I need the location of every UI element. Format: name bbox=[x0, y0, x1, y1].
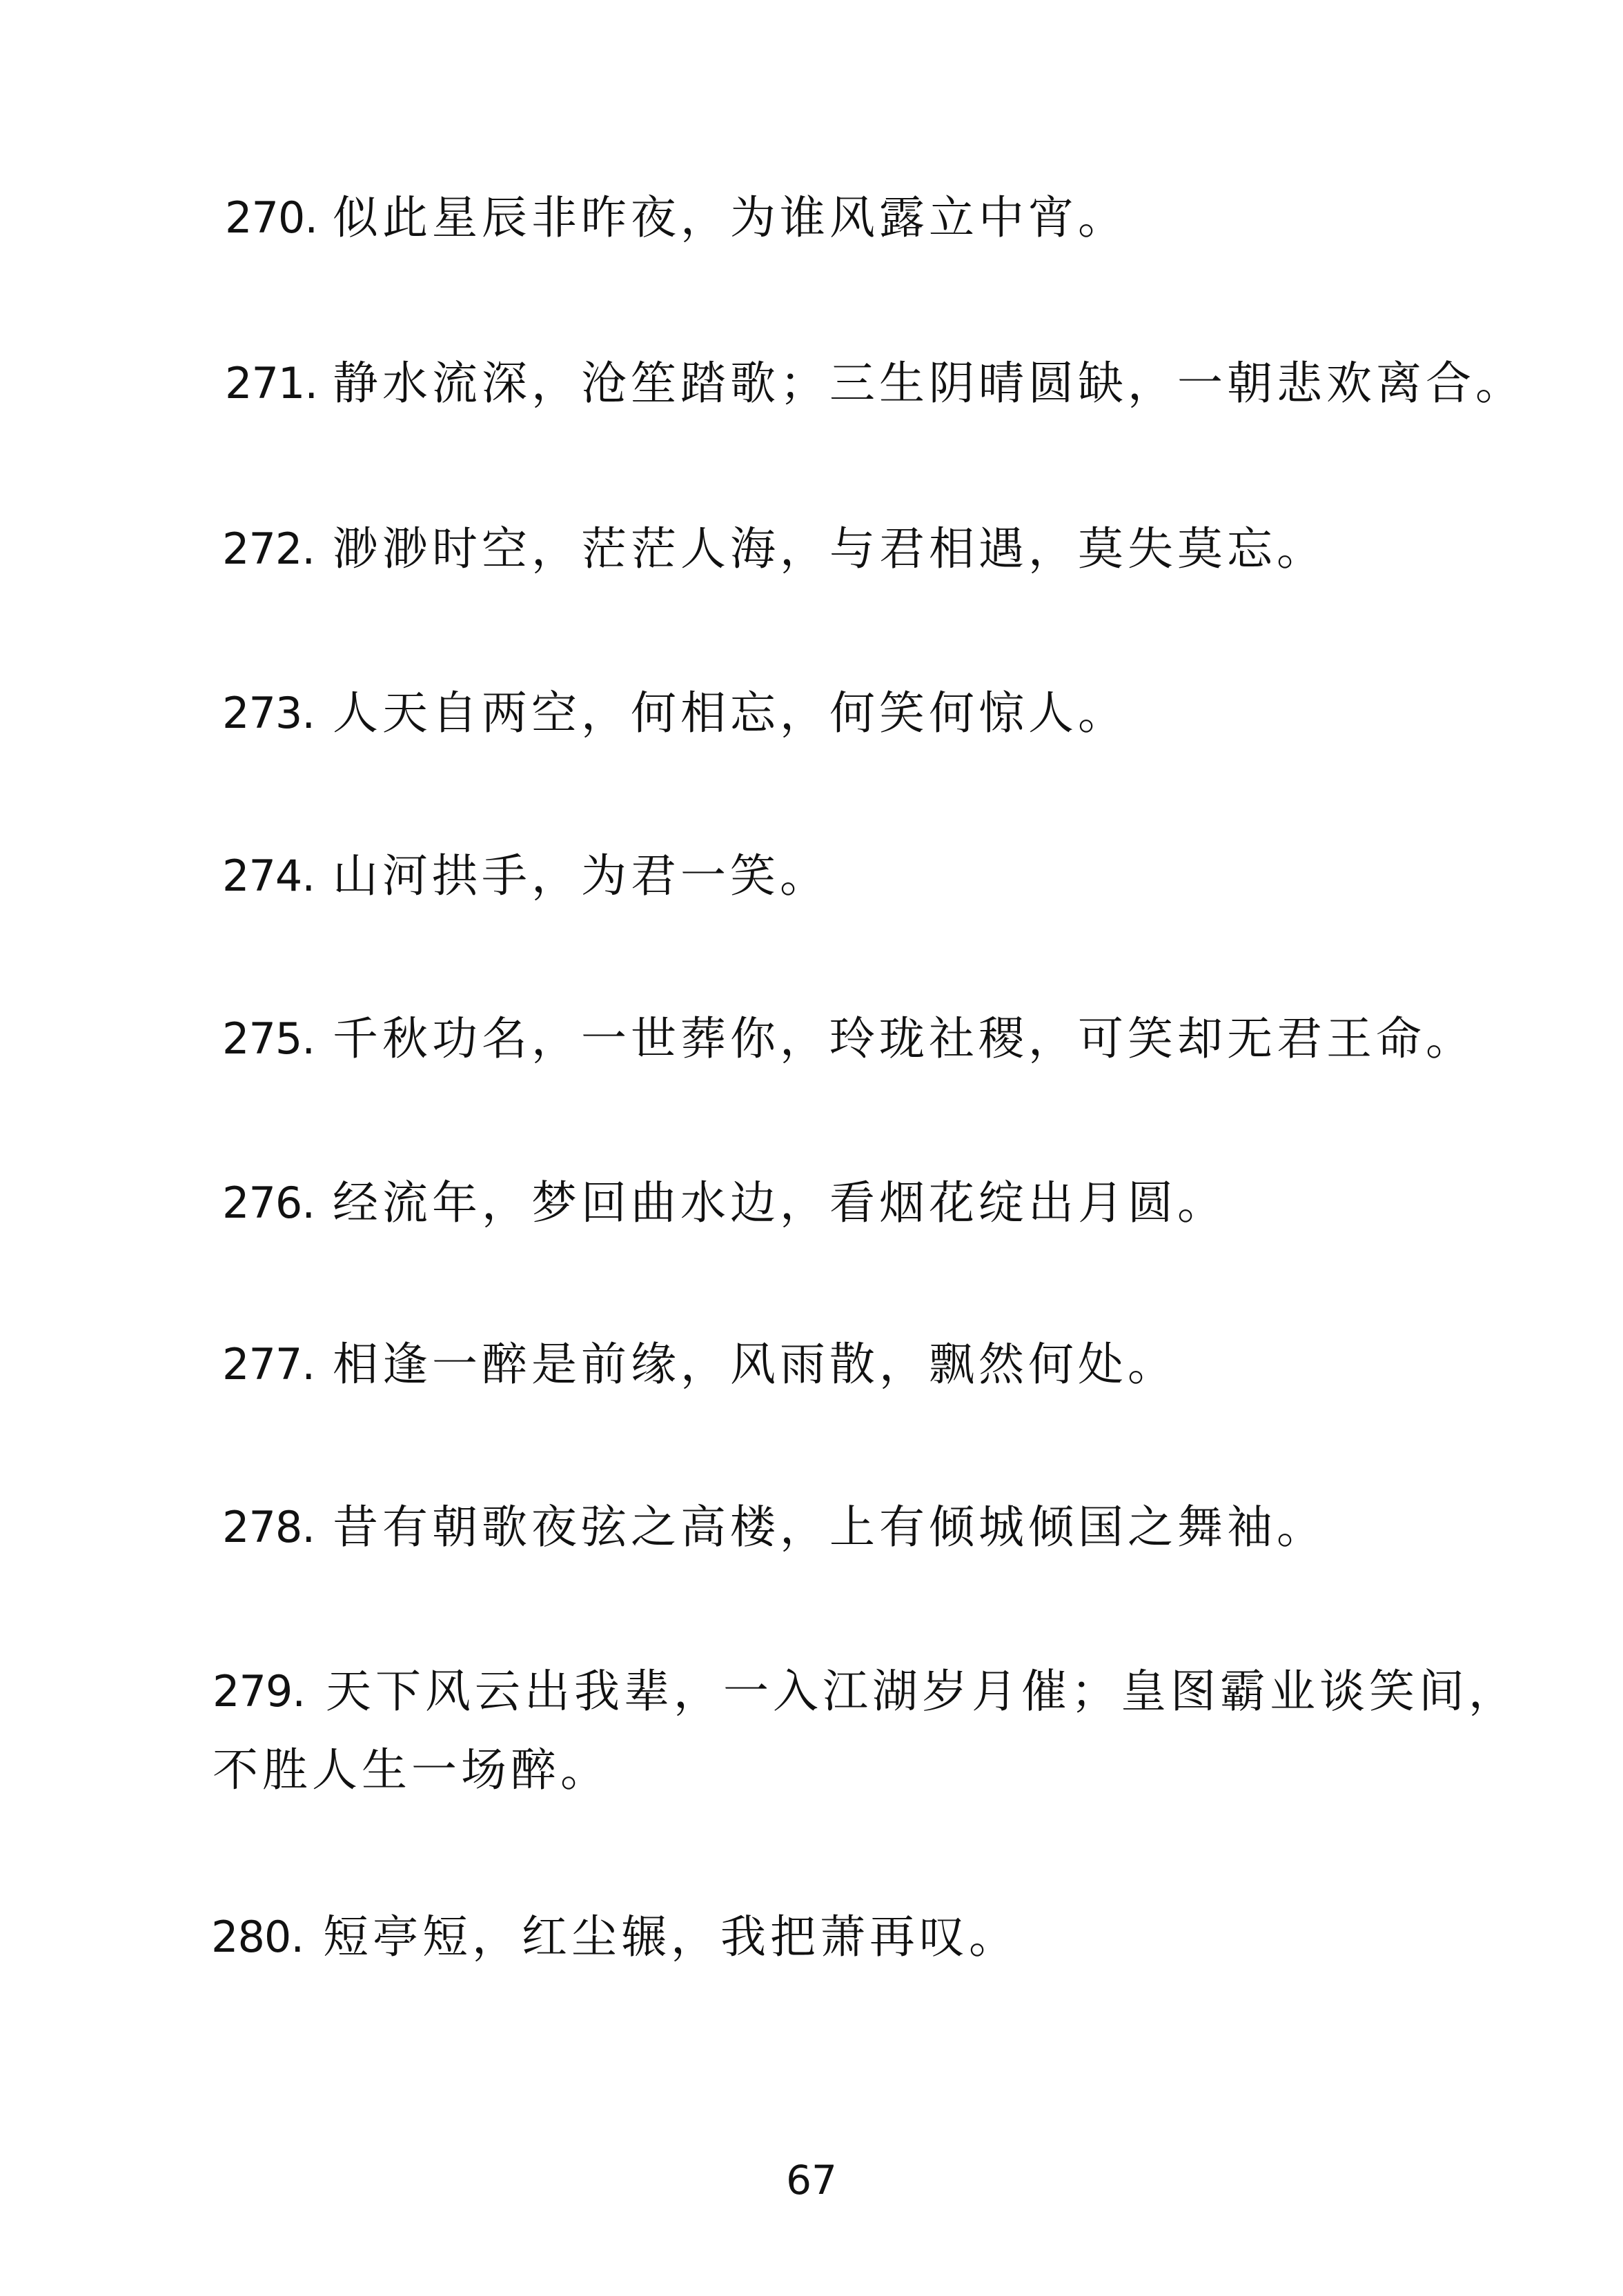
item-text: 千秋功名，一世葬你，玲珑社稷，可笑却无君王命。 bbox=[333, 1012, 1475, 1065]
item-text: 人天自两空，何相忘，何笑何惊人。 bbox=[333, 686, 1128, 740]
item-text-line-2: 不胜人生一场醉。 bbox=[213, 1743, 610, 1797]
item-number: 274. bbox=[222, 851, 315, 901]
item-number: 276. bbox=[222, 1178, 315, 1228]
item-text: 昔有朝歌夜弦之高楼，上有倾城倾国之舞袖。 bbox=[333, 1501, 1326, 1554]
page-number: 67 bbox=[786, 2157, 837, 2204]
item-text: 静水流深，沧笙踏歌；三生阴晴圆缺，一朝悲欢离合。 bbox=[333, 357, 1525, 410]
item-number: 270. bbox=[225, 192, 318, 243]
item-number: 271. bbox=[225, 358, 318, 408]
item-number: 279. bbox=[213, 1666, 306, 1716]
item-number: 278. bbox=[222, 1502, 315, 1552]
item-number: 275. bbox=[222, 1013, 315, 1064]
item-number: 272. bbox=[222, 524, 315, 574]
item-text: 经流年，梦回曲水边，看烟花绽出月圆。 bbox=[333, 1176, 1227, 1229]
item-text: 似此星辰非昨夜，为谁风露立中宵。 bbox=[333, 191, 1128, 244]
item-text: 短亭短，红尘辗，我把萧再叹。 bbox=[323, 1910, 1019, 1963]
item-number: 273. bbox=[222, 688, 315, 738]
item-text: 天下风云出我辈，一入江湖岁月催；皇图霸业谈笑间， bbox=[326, 1665, 1518, 1718]
item-text: 渺渺时空，茫茫人海，与君相遇，莫失莫忘。 bbox=[333, 522, 1326, 575]
item-text: 相逢一醉是前缘，风雨散，飘然何处。 bbox=[333, 1338, 1177, 1391]
item-text: 山河拱手，为君一笑。 bbox=[333, 849, 829, 902]
item-number: 280. bbox=[211, 1912, 304, 1962]
item-number: 277. bbox=[222, 1339, 315, 1389]
